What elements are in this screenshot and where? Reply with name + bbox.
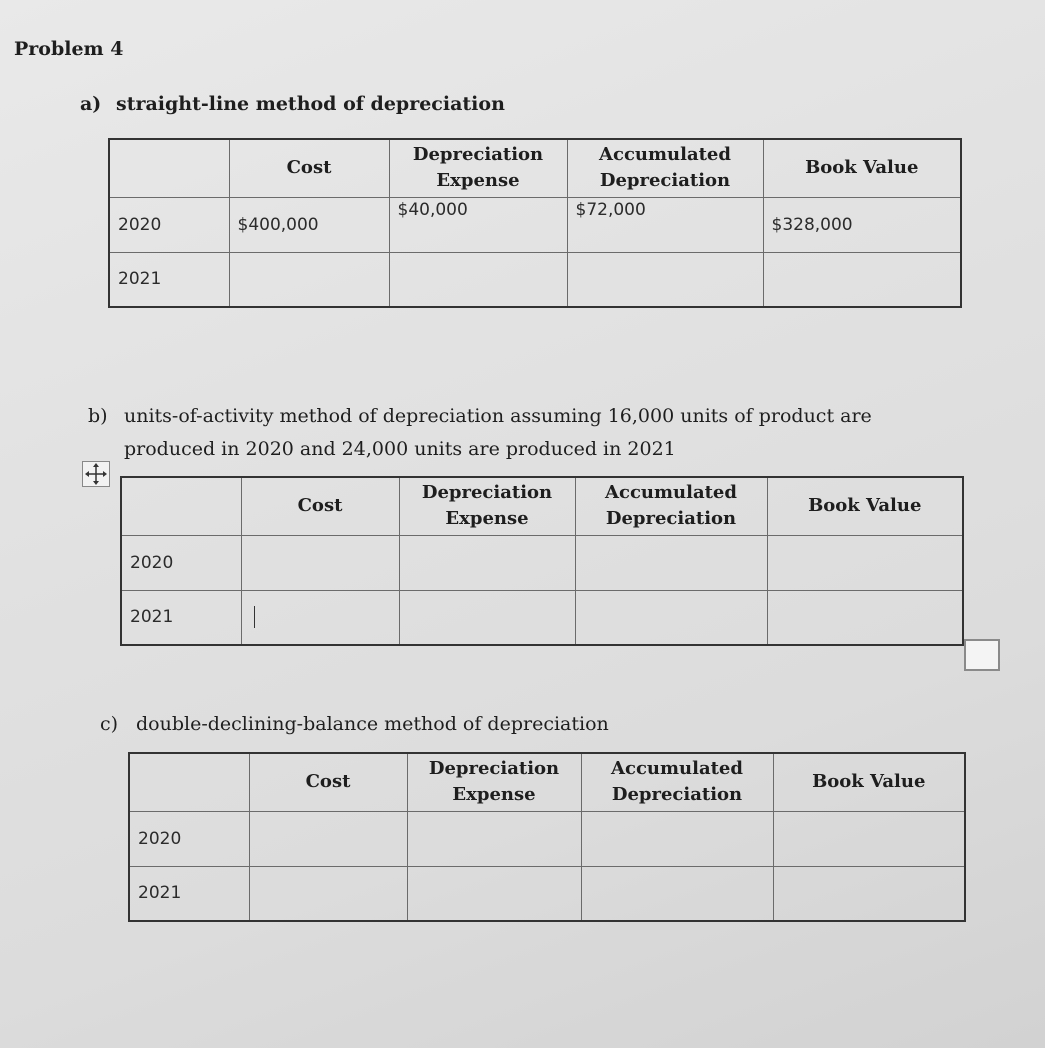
section-b-heading xyxy=(88,400,872,466)
cost-cell[interactable] xyxy=(249,811,407,866)
table-row xyxy=(129,866,965,921)
section-c-letter: c) xyxy=(100,713,119,735)
book-value-cell[interactable] xyxy=(763,252,961,307)
cost-cell[interactable] xyxy=(241,535,399,590)
year-cell: 2020 xyxy=(121,535,241,590)
straight-line-table xyxy=(108,138,962,308)
expense-cell[interactable] xyxy=(389,252,567,307)
section-c-title: double-declining-balance method of depreciation xyxy=(136,713,609,735)
table-row xyxy=(121,535,963,590)
section-a-letter: a) xyxy=(80,93,102,115)
header-cost: Cost xyxy=(249,753,407,811)
header-cost: Cost xyxy=(229,139,389,197)
accumulated-cell[interactable] xyxy=(575,535,767,590)
header-accumulated-depreciation: Accumulated Depreciation xyxy=(575,477,767,535)
year-cell: 2021 xyxy=(121,590,241,645)
book-value-cell[interactable] xyxy=(773,811,965,866)
double-declining-table xyxy=(128,752,966,922)
header-cost: Cost xyxy=(241,477,399,535)
accumulated-cell[interactable] xyxy=(567,252,763,307)
table-header-row xyxy=(109,139,961,197)
header-depreciation-expense: Depreciation Expense xyxy=(399,477,575,535)
book-value-cell[interactable] xyxy=(767,590,963,645)
table-row xyxy=(109,252,961,307)
units-of-activity-table xyxy=(120,476,964,646)
header-book-value: Book Value xyxy=(773,753,965,811)
table-header-row xyxy=(121,477,963,535)
cost-cell-active[interactable] xyxy=(241,590,399,645)
header-depreciation-expense: Depreciation Expense xyxy=(407,753,581,811)
cost-cell[interactable]: $400,000 xyxy=(229,197,389,252)
table-row xyxy=(129,811,965,866)
header-blank xyxy=(121,477,241,535)
section-c-heading xyxy=(100,708,609,741)
header-accumulated-depreciation: Accumulated Depreciation xyxy=(567,139,763,197)
expense-cell[interactable]: $40,000 xyxy=(389,197,567,252)
header-book-value: Book Value xyxy=(767,477,963,535)
year-cell: 2021 xyxy=(129,866,249,921)
section-b-title-line1: units-of-activity method of depreciation assuming 16,000 units of product are xyxy=(124,405,872,427)
accumulated-cell[interactable] xyxy=(581,866,773,921)
year-cell: 2020 xyxy=(129,811,249,866)
section-b-title-line2: produced in 2020 and 24,000 units are produced in 2021 xyxy=(124,438,676,460)
move-icon[interactable] xyxy=(82,461,110,487)
header-accumulated-depreciation: Accumulated Depreciation xyxy=(581,753,773,811)
year-cell: 2021 xyxy=(109,252,229,307)
header-book-value: Book Value xyxy=(763,139,961,197)
year-cell: 2020 xyxy=(109,197,229,252)
section-a-title: straight-line method of depreciation xyxy=(116,93,505,115)
expense-cell[interactable] xyxy=(407,811,581,866)
expense-cell[interactable] xyxy=(399,590,575,645)
accumulated-cell[interactable] xyxy=(581,811,773,866)
table-header-row xyxy=(129,753,965,811)
cost-cell[interactable] xyxy=(249,866,407,921)
problem-title: Problem 4 xyxy=(14,38,124,60)
section-a-heading xyxy=(80,88,505,121)
section-b-letter: b) xyxy=(88,405,108,427)
table-row xyxy=(109,197,961,252)
header-depreciation-expense: Depreciation Expense xyxy=(389,139,567,197)
book-value-cell[interactable] xyxy=(773,866,965,921)
expense-cell[interactable] xyxy=(407,866,581,921)
resize-icon[interactable] xyxy=(964,639,1000,671)
cost-cell[interactable] xyxy=(229,252,389,307)
text-cursor xyxy=(254,606,255,628)
book-value-cell[interactable]: $328,000 xyxy=(763,197,961,252)
header-blank xyxy=(129,753,249,811)
table-row xyxy=(121,590,963,645)
accumulated-cell[interactable]: $72,000 xyxy=(567,197,763,252)
header-blank xyxy=(109,139,229,197)
expense-cell[interactable] xyxy=(399,535,575,590)
book-value-cell[interactable] xyxy=(767,535,963,590)
accumulated-cell[interactable] xyxy=(575,590,767,645)
